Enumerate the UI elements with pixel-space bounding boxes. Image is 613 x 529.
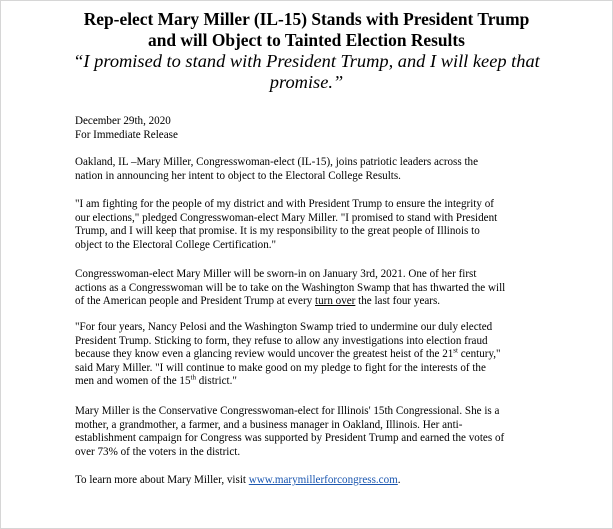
text-line: Congresswoman-elect Mary Miller will be sworn-in on January 3rd, 2021. One of her first (75, 268, 477, 280)
text-line: our elections," pledged Congresswoman-elect Mary Miller. "I promised to stand with President (75, 211, 498, 224)
text-line: Mary Miller is the Conservative Congresswoman-elect for Illinois' 15th Congressional. She is a (75, 405, 500, 417)
release-info (75, 115, 545, 142)
superscript: th (190, 373, 196, 382)
website-link[interactable]: www.marymillerforcongress.com (248, 474, 398, 486)
pull-quote-line-2: promise.” (269, 72, 344, 92)
text-line: Oakland, IL –Mary Miller, Congresswoman-elect (IL-15), joins patriotic leaders across the (75, 156, 479, 168)
text-line: men and women of the 15 (75, 375, 191, 388)
text-line: the last four years. (355, 295, 441, 308)
text-line: "For four years, Nancy Pelosi and the Washington Swamp tried to undermine our duly elected (75, 321, 493, 333)
text-line: establishment campaign for Congress was supported by President Trump and earned the votes of (75, 432, 505, 445)
paragraph-sworn-in (75, 268, 545, 309)
text-line: . (397, 474, 401, 486)
text-line: because they know even a glancing review would uncover the greatest heist of the 21 (75, 348, 454, 361)
paragraph-announcement (75, 156, 545, 183)
paragraph-learn-more (75, 474, 545, 488)
text-line: President Trump. Sticking to form, they refuse to allow any investigations into election fraud (75, 334, 488, 347)
text-line: century," (457, 348, 501, 361)
pull-quote-line-1: “I promised to stand with President Trump, and I will keep that (73, 51, 540, 71)
text-line: mother, a grandmother, a farmer, and a business manager in Oakland, Illinois. Her anti- (75, 418, 463, 431)
headline (0, 9, 613, 51)
text-line: actions as a Congresswoman will be to take on the Washington Swamp that has thwarted the will (75, 281, 506, 294)
paragraph-bio (75, 405, 545, 459)
text-line: over 73% of the voters in the district. (75, 445, 241, 458)
release-type: For Immediate Release (75, 128, 178, 141)
release-date: December 29th, 2020 (75, 115, 171, 127)
underlined-phrase: turn over (315, 295, 356, 308)
text-line: said Mary Miller. "I will continue to make good on my pledge to fight for the interests of the (75, 361, 486, 374)
text-line: of the American people and President Trump at every (75, 295, 315, 308)
headline-line-2: and will Object to Tainted Election Results (148, 30, 465, 50)
paragraph-quote-miller (75, 198, 545, 252)
text-line: "I am fighting for the people of my district and with President Trump to ensure the integrity of (75, 198, 494, 210)
superscript: st (453, 346, 458, 355)
paragraph-pelosi-quote (75, 321, 545, 389)
text-line: district." (195, 375, 237, 388)
text-line: object to the Electoral College Certification." (75, 238, 277, 251)
headline-line-1: Rep-elect Mary Miller (IL-15) Stands with President Trump (83, 9, 530, 29)
text-line: Trump, and I will keep that promise. It is my responsibility to the great people of Illinois to (75, 225, 480, 238)
pull-quote (40, 51, 573, 93)
text-line: To learn more about Mary Miller, visit (75, 474, 249, 486)
text-line: nation in announcing her intent to object to the Electoral College Results. (75, 169, 401, 182)
